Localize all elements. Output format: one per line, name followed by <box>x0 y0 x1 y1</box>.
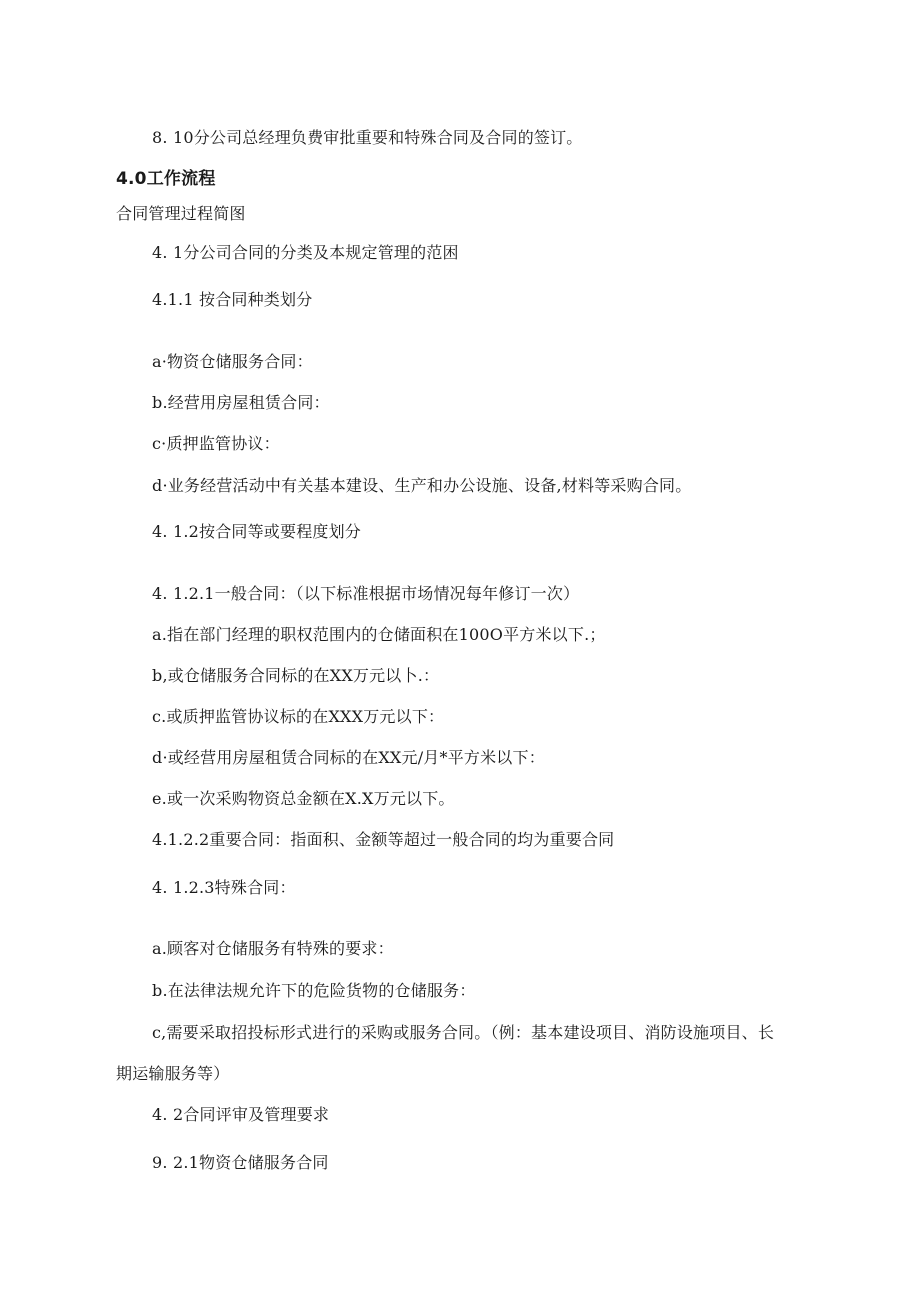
clause-4-2: 4. 2合同评审及管理要求 <box>152 1105 330 1124</box>
general-item-c: c.或质押监管协议标的在XXX万元以下： <box>152 707 445 726</box>
clause-4-1: 4. 1分公司合同的分类及本规定管理的范困 <box>152 243 459 262</box>
general-item-a: a.指在部门经理的职权范围内的仓储面积在100O平方米以下.； <box>152 625 606 644</box>
clause-4-1-2-1: 4. 1.2.1一般合同：（以下标准根据市场情况每年修订一次） <box>152 584 580 603</box>
section-heading-workflow: 4.0工作流程 <box>116 169 216 189</box>
special-item-c-continued: 期运输服务等） <box>116 1064 230 1083</box>
special-item-a: a.顾客对仓储服务有特殊的要求： <box>152 939 394 958</box>
list-item-b-lease: b.经营用房屋租赁合同： <box>152 393 330 412</box>
list-item-a-storage: a·物资仓储服务合同： <box>152 352 313 371</box>
subheading-process-diagram: 合同管理过程简图 <box>116 204 246 223</box>
general-item-e: e.或一次采购物资总金额在X.X万元以下。 <box>152 789 455 808</box>
general-item-d: d·或经营用房屋租赁合同标的在XX元/月*平方米以下： <box>152 748 545 767</box>
clause-9-2-1: 9. 2.1物资仓储服务合同 <box>152 1153 329 1172</box>
list-item-d-procurement: d·业务经营活动中有关基本建设、生产和办公设施、设备,材料等采购合同。 <box>152 476 692 495</box>
clause-4-1-2-3: 4. 1.2.3特殊合同： <box>152 878 296 897</box>
clause-4-1-2: 4. 1.2按合同等或要程度划分 <box>152 522 361 541</box>
item-8-approval: 8. 10分公司总经理负费审批重要和特殊合同及合同的签订。 <box>152 128 583 147</box>
special-item-c: c,需要采取招投标形式进行的采购或服务合同。（例：基本建设项目、消防设施项目、长 <box>152 1023 775 1042</box>
list-item-c-pledge: c·质押监管协议： <box>152 434 280 453</box>
general-item-b: b,或仓储服务合同标的在XX万元以卜.： <box>152 666 440 685</box>
special-item-b: b.在法律法规允许下的危险货物的仓储服务： <box>152 981 476 1000</box>
clause-4-1-2-2: 4.1.2.2重要合同：指面积、金额等超过一般合同的均为重要合同 <box>152 830 615 849</box>
clause-4-1-1: 4.1.1 按合同种类划分 <box>152 290 313 309</box>
